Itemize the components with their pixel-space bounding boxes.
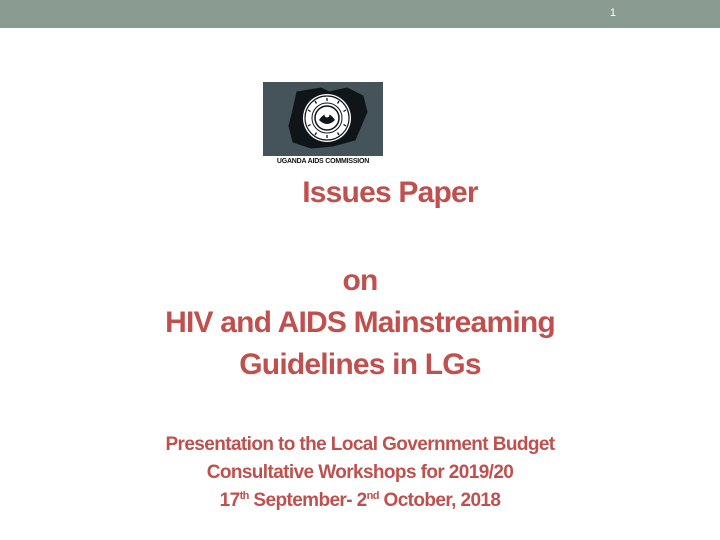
title-line-1: Issues Paper	[302, 176, 478, 209]
subtitle-date	[0, 490, 720, 512]
uganda-aids-commission-logo	[263, 82, 383, 167]
subtitle-line-1: Presentation to the Local Government Budget	[165, 434, 555, 455]
title-line-3: HIV and AIDS Mainstreaming	[165, 306, 555, 339]
top-bar	[0, 0, 720, 28]
title-line-4: Guidelines in LGs	[239, 348, 481, 381]
date-day-1: 17	[219, 490, 240, 511]
logo-caption: UGANDA AIDS COMMISSION	[263, 156, 383, 167]
subtitle-line-2: Consultative Workshops for 2019/20	[206, 462, 514, 483]
title-line-2: on	[342, 264, 378, 297]
date-suffix-2: nd	[366, 490, 379, 502]
map-seal-icon	[263, 82, 383, 156]
slide-number: 1	[609, 7, 616, 19]
date-end: October, 2018	[378, 490, 501, 511]
date-suffix-1: th	[239, 490, 249, 502]
date-middle: September- 2	[248, 490, 367, 511]
